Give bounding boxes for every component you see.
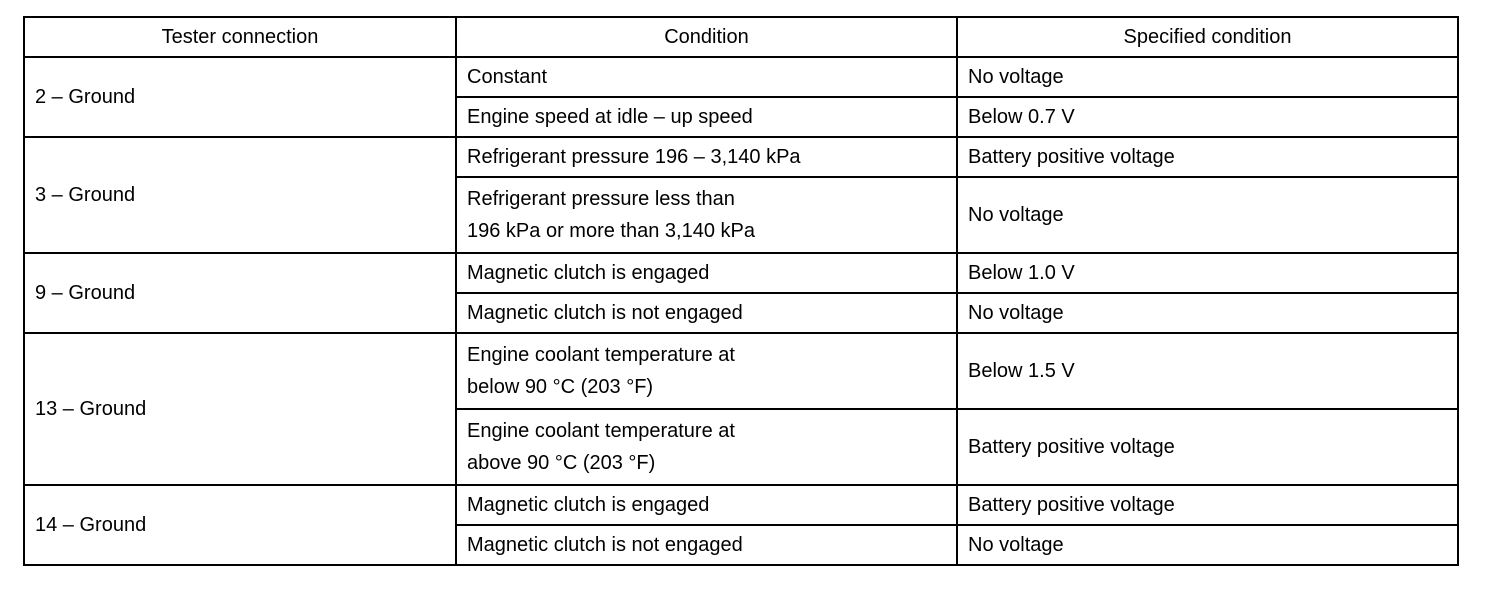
table-header-row: [24, 17, 1458, 57]
table-row: [24, 485, 1458, 525]
condition-cell: [456, 57, 957, 97]
condition-cell: [456, 485, 957, 525]
specified-condition-cell: No voltage: [957, 293, 1458, 333]
condition-text: Engine speed at idle – up speed: [467, 106, 753, 128]
condition-cell: [456, 333, 957, 409]
tester-connection-cell: 2 – Ground: [24, 57, 456, 137]
condition-text: Engine coolant temperature at: [467, 344, 735, 366]
tester-connection-table: [23, 16, 1459, 566]
specified-condition-cell: Below 1.5 V: [957, 333, 1458, 409]
condition-text: Magnetic clutch is not engaged: [467, 534, 743, 556]
specified-condition-cell: Battery positive voltage: [957, 137, 1458, 177]
specified-condition-cell: No voltage: [957, 57, 1458, 97]
condition-text: above 90 °C (203 °F): [467, 452, 656, 474]
condition-text: below 90 °C (203 °F): [467, 376, 654, 398]
condition-cell: [456, 97, 957, 137]
tester-connection-cell: 3 – Ground: [24, 137, 456, 253]
condition-text: Engine coolant temperature at: [467, 420, 735, 442]
condition-text: Magnetic clutch is engaged: [467, 262, 710, 284]
table-row: [24, 137, 1458, 177]
condition-cell: [456, 525, 957, 565]
condition-cell: [456, 177, 957, 253]
specified-condition-cell: Battery positive voltage: [957, 485, 1458, 525]
condition-cell: [456, 253, 957, 293]
tester-connection-cell: 14 – Ground: [24, 485, 456, 565]
tester-connection-cell: 13 – Ground: [24, 333, 456, 485]
condition-text: Magnetic clutch is not engaged: [467, 302, 743, 324]
header-specified-condition: Specified condition: [957, 17, 1458, 57]
condition-cell: [456, 409, 957, 485]
specified-condition-cell: Below 1.0 V: [957, 253, 1458, 293]
table-row: [24, 57, 1458, 97]
table-row: [24, 333, 1458, 409]
specified-condition-cell: Battery positive voltage: [957, 409, 1458, 485]
header-tester-connection: Tester connection: [24, 17, 456, 57]
tester-connection-cell: 9 – Ground: [24, 253, 456, 333]
specified-condition-cell: No voltage: [957, 525, 1458, 565]
specified-condition-cell: No voltage: [957, 177, 1458, 253]
condition-cell: [456, 137, 957, 177]
condition-text: 196 kPa or more than 3,140 kPa: [467, 220, 755, 242]
condition-cell: [456, 293, 957, 333]
specified-condition-cell: Below 0.7 V: [957, 97, 1458, 137]
condition-text: Refrigerant pressure less than: [467, 188, 735, 210]
condition-text: Refrigerant pressure 196 – 3,140 kPa: [467, 146, 801, 168]
condition-text: Magnetic clutch is engaged: [467, 494, 710, 516]
condition-text: Constant: [467, 66, 548, 88]
header-condition: Condition: [456, 17, 957, 57]
table-row: [24, 253, 1458, 293]
